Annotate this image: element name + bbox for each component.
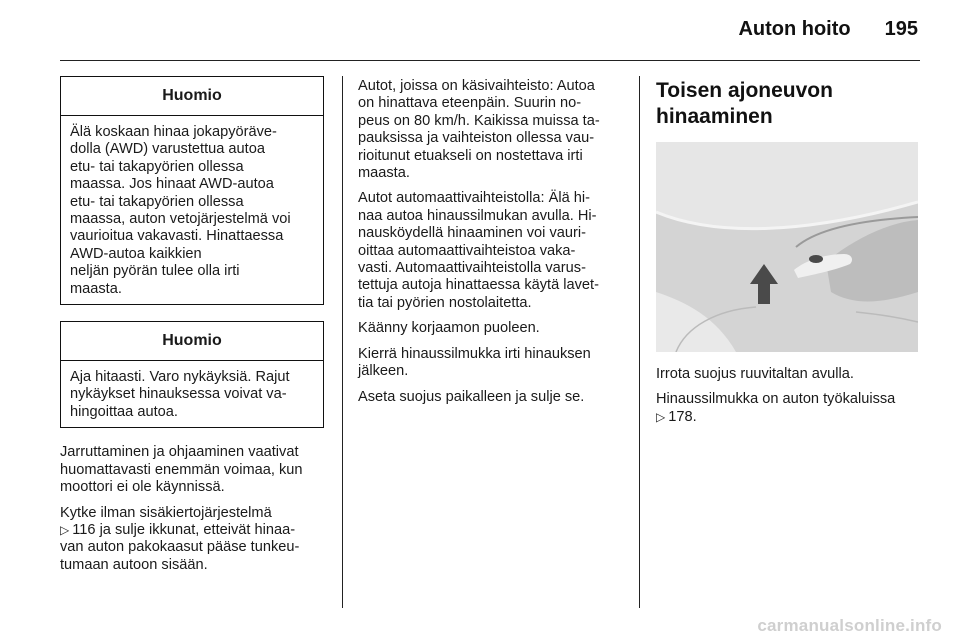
notice-box-slow [60, 321, 324, 428]
paragraph [60, 444, 324, 496]
rear-bumper-tow-cover-illustration [656, 142, 918, 352]
text-line: AWD-autoa kaikkien [70, 245, 202, 262]
section-title: Auton hoito [738, 18, 851, 40]
notice-title: Huomio [61, 322, 323, 361]
text-line: etu- tai takapyörien ollessa [70, 158, 244, 175]
text-line: tia tai pyörien nostolaitetta. [358, 294, 532, 311]
page-number: 195 [884, 18, 918, 40]
paragraph: Käänny korjaamon puoleen. [358, 320, 540, 337]
paragraph [656, 391, 926, 426]
text-line: Hinaussilmukka on auton työkaluissa [656, 391, 896, 408]
text-line: jälkeen. [358, 363, 409, 380]
text-line: van auton pakokaasut pääse tunkeu- [60, 539, 300, 556]
column-divider-left [342, 76, 343, 608]
paragraph: Aseta suojus paikalleen ja sulje se. [358, 388, 585, 405]
page-reference[interactable]: 178. [668, 408, 697, 425]
paragraph [60, 505, 324, 575]
column-divider-right [639, 76, 640, 608]
text-line: nykäykset hinauksessa voivat va- [70, 386, 287, 403]
text-line: Kierrä hinaussilmukka irti hinauksen [358, 345, 591, 362]
heading-line: Toisen ajoneuvon [656, 79, 833, 102]
paragraph [358, 346, 626, 381]
text-line: maasta. [70, 280, 122, 297]
text-line: nausköydellä hinaaminen voi vauri- [358, 225, 586, 242]
text-line: moottori ei ole käynnissä. [60, 479, 225, 496]
text-line: naa autoa hinaussilmukan avulla. Hi- [358, 207, 597, 224]
text-line: huomattavasti enemmän voimaa, kun [60, 461, 303, 478]
section-heading [656, 78, 926, 130]
page-reference[interactable]: 116 [72, 521, 96, 538]
page-header [738, 18, 918, 41]
text-line: maassa, auton vetojärjestelmä voi [70, 211, 291, 228]
text-line: Autot automaattivaihteistolla: Älä hi- [358, 190, 591, 207]
text-line: vaurioitua vakavasti. Hinattaessa [70, 228, 284, 245]
text-line: dolla (AWD) varustettua autoa [70, 141, 265, 158]
text-line: Kytke ilman sisäkiertojärjestelmä [60, 504, 272, 521]
arrow-ref-icon: ▷ [656, 409, 666, 424]
arrow-ref-icon: ▷ [60, 522, 70, 537]
paragraph [358, 190, 626, 312]
text-line: maasta. [358, 165, 410, 182]
text-line: rioitunut etuakseli on nostettava irti [358, 147, 583, 164]
watermark: carmanualsonline.info [757, 616, 942, 635]
text-line: hingoittaa autoa. [70, 403, 178, 420]
text-line: Autot, joissa on käsivaihteisto: Autoa [358, 78, 595, 94]
text-line: Jarruttaminen ja ohjaaminen vaativat [60, 444, 299, 461]
text-line: oittaa automaattivaihteistoa vaka- [358, 242, 576, 259]
text-line: neljän pyörän tulee olla irti [70, 263, 240, 280]
text-line: peus on 80 km/h. Kaikissa muissa ta- [358, 112, 600, 129]
paragraph: Irrota suojus ruuvitaltan avulla. [656, 366, 854, 382]
text-line: vasti. Automaattivaihteistolla varus- [358, 260, 586, 277]
left-column [60, 76, 324, 582]
text-line: Älä koskaan hinaa jokapyöräve- [70, 124, 277, 140]
text-line: tettuja autoja hinattaessa käytä lavet- [358, 277, 599, 294]
text-line: Aja hitaasti. Varo nykäyksiä. Rajut [70, 369, 290, 386]
right-column [656, 76, 926, 434]
notice-body [61, 361, 323, 427]
middle-column [358, 78, 626, 414]
heading-line: hinaaminen [656, 105, 773, 128]
text-line: on hinattava eteenpäin. Suurin no- [358, 95, 582, 112]
notice-title: Huomio [61, 77, 323, 116]
paragraph [358, 78, 626, 182]
text-line: etu- tai takapyörien ollessa [70, 193, 244, 210]
text-line: pauksissa ja vaihteiston ollessa vau- [358, 130, 595, 147]
text-line: maassa. Jos hinaat AWD-autoa [70, 176, 274, 193]
header-divider [60, 60, 920, 61]
notice-box-awd [60, 76, 324, 305]
text-line: ja sulje ikkunat, etteivät hinaa- [99, 521, 296, 538]
text-line: tumaan autoon sisään. [60, 556, 208, 573]
notice-body [61, 116, 323, 304]
